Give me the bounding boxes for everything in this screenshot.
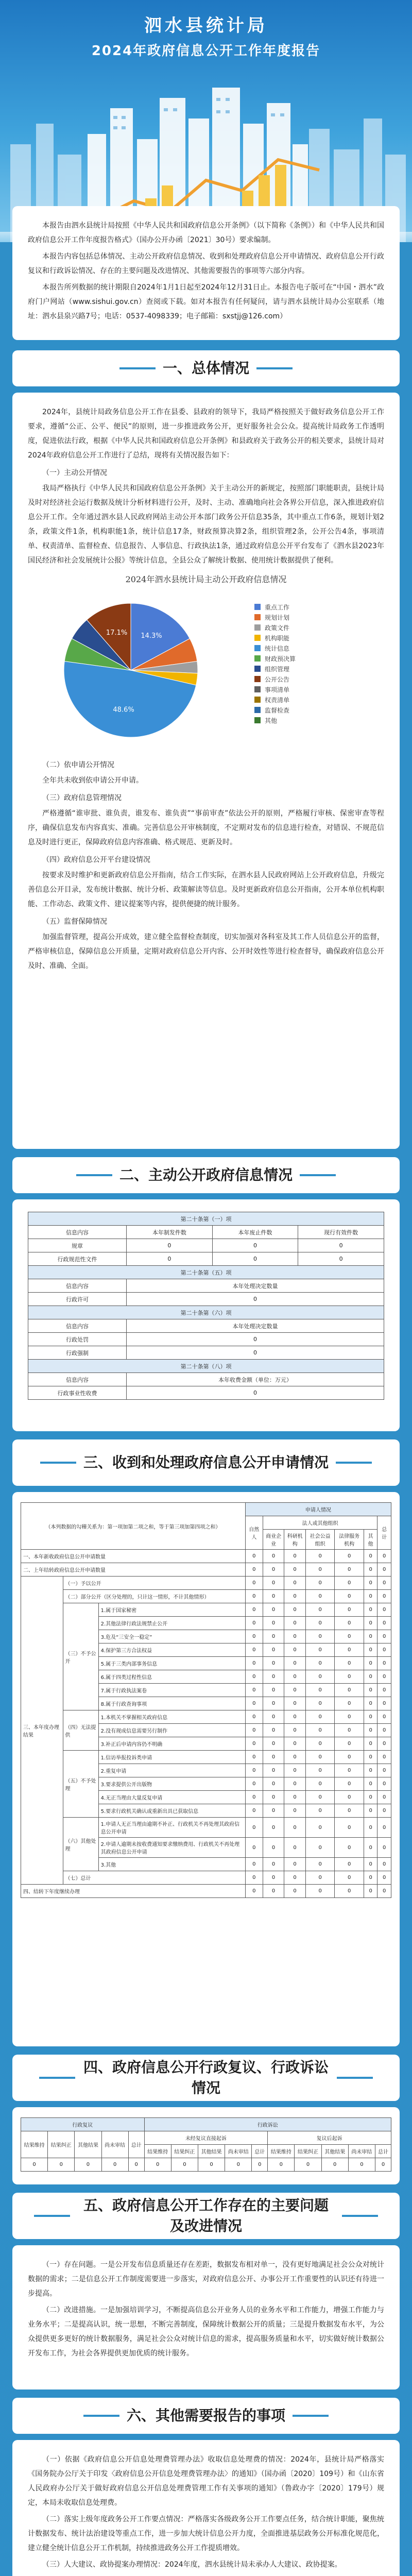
other-paragraph: （一）依据《政府信息公开信息处理费管理办法》收取信息处理费的情况：2024年，县统计局严格落实《国务院办公厅关于印发〈政府信息公开信息处理费管理办法〉的通知》（国办函〔2020〕109号）和《山东省人民政府办公厅关于做好政府信息公开信息处理费管理工作有关事项的通知》（鲁政办字〔2020〕179号）规定，本局未收取信息处理费。 <box>28 2455 384 2507</box>
legend-item <box>254 717 277 724</box>
legend-item <box>254 603 289 611</box>
table-row: （二）部分公开（区分处理的，只计这一情形，不计其他情形） 0 0 0 0 0 0 0 <box>21 1590 391 1603</box>
report-title: 2024年政府信息公开工作年度报告 <box>91 43 321 59</box>
overview-panel <box>12 393 400 1149</box>
table-row: 4.保护第三方合法权益 0 0 0 0 0 0 0 <box>21 1643 391 1657</box>
overview-paragraph: 加强监督管理，提高公开成效，建立健全监督检查制度，切实加强对各科室及其工作人员信息公开的监督，严格审核信息，保障信息公开质量，定期对政府信息公开内容、公开时效性等进行检查督导，确保政府信息公开及时、准确、全面。 <box>28 933 384 970</box>
svg-text:公开公告: 公开公告 <box>265 676 290 683</box>
table-row: 行政规范性文件 0 0 0 <box>28 1252 384 1266</box>
table-row: （七）总计 0 0 0 0 0 0 0 <box>21 1871 391 1885</box>
overview-paragraph: 按要求及时维护和更新政府信息公开指南，结合工作实际，在泗水县人民政府网站上公开政府信息，升级完善信息公开目录，发布统计数据、统计分析、政策解读等信息。及时更新政府信息公开指南，公开本单位机构职能、工作动态、政策文件、建议提案等内容，提供便捷的统计服务。 <box>28 871 384 908</box>
svg-text:重点工作: 重点工作 <box>265 604 290 611</box>
table-row: 行政处罚 0 <box>28 1333 384 1346</box>
table-row: 3.其他 0 0 0 0 0 0 0 <box>21 1858 391 1871</box>
svg-text:统计信息: 统计信息 <box>265 645 290 652</box>
table-row: 4.无正当理由大量反复申请 0 0 0 0 0 0 0 <box>21 1791 391 1804</box>
corner-note: （本列数据的勾稽关系为：第一项加第二项之和，等于第三项加第四项之和） <box>21 1503 246 1550</box>
table-row: 2.其他法律行政法规禁止公开 0 0 0 0 0 0 0 <box>21 1617 391 1630</box>
agency-title: 泗水县统计局 <box>144 15 268 36</box>
intro-paragraph: 本报告所列数据的统计期限自2024年1月1日起至2024年12月31日止。本报告电子版可在“中国・泗水”政府门户网站（www.sishui.gov.cn）查阅或下载。如对本报告有任何疑问，请与泗水县统计局办公室联系（地址：泗水县泉兴路7号；电话：0537-4098339；电子邮箱：sxstjj@126.com） <box>28 283 384 320</box>
legend-item <box>254 614 289 621</box>
svg-text:监督检查: 监督检查 <box>265 707 290 714</box>
applications-table: （本列数据的勾稽关系为：第一项加第二项之和，等于第三项加第四项之和） 申请人情况 自然人 法人或其他组织 总计 商业企业 科研机构 社会公益组织 法律服务机构 其他 一、本年新收政府信息公开申请数量 0 0 0 0 0 0 0 二、上年结转政府信息公开申请数量 0 0 0 0 0 0 0 三、本年度办理结果 （一）予以公开 0 0 0 0 0 0 0 （二）部分公开（区分处理的，只计这一情形，不计其他情形） 0 0 0 0 0 0 0 （三）不予公开 1.属于国家秘密 0 0 0 0 0 0 0 2.其他法律行政法规禁止公开 0 0 0 0 0 0 0 3.危及“三安全一稳定” 0 0 0 0 0 0 0 4.保护第三方合法权益 0 0 0 0 0 0 0 5.属于三类内部事务信息 0 0 0 0 0 0 0 6.属于四类过程性信息 0 0 0 0 0 0 0 7.属于行政执法案卷 0 0 0 0 0 0 0 8.属于行政查询事项 0 0 0 0 0 0 0 （四）无法提供 1.本机关不掌握相关政府信息 0 0 0 0 0 0 0 2.没有现成信息需要另行制作 0 0 0 0 0 0 0 3.补正后申请内容仍不明确 0 0 0 0 0 0 0 （五）不予处理 1.信访举报投诉类申请 0 0 0 0 0 0 0 2.重复申请 0 0 0 0 0 0 0 3.要求提供公开出版物 0 0 0 0 0 0 0 4.无正当理由大量反复申请 0 0 0 0 0 0 0 5.要求行政机关确认或重新出具已获取信息 0 0 0 0 0 0 0 （六）其他处理 1.申请人无正当理由逾期不补正、行政机关不再处理其政府信息公开申请 0 0 0 0 0 0 0 2.申请人逾期未按收费通知要求缴纳费用、行政机关不再处理其政府信息公开申请 0 0 0 0 0 0 0 3.其他 0 0 0 0 0 0 0 （七）总计 0 0 0 0 0 0 0 四、结转下年度继续办理 0 0 0 0 0 0 0 <box>21 1502 391 1898</box>
table-row: 2.没有现成信息需要另行制作 0 0 0 0 0 0 0 <box>21 1724 391 1737</box>
legend-item <box>254 686 289 693</box>
pie-chart <box>28 588 384 753</box>
svg-text:政策文件: 政策文件 <box>265 624 290 632</box>
intro-paragraph: 本报告内容包括总体情况、主动公开政府信息情况、收到和处理政府信息公开申请情况、政府信息公开行政复议和行政诉讼情况、存在的主要问题及改进情况、其他需要报告的事项等六部分内容。 <box>28 252 384 275</box>
subheading: （一）主动公开情况 <box>42 469 107 477</box>
pie-slice-label: 48.6% <box>113 706 134 714</box>
table-row: 行政强制 0 <box>28 1346 384 1360</box>
legend-item <box>254 645 290 652</box>
subheading: （四）政府信息公开平台建设情况 <box>42 856 150 864</box>
legend-item <box>254 675 289 683</box>
pie-slice-label: 14.3% <box>141 632 162 640</box>
table-section-title: 第二十条第（八）项 <box>28 1360 384 1373</box>
table-row: 3.危及“三安全一稳定” 0 0 0 0 0 0 0 <box>21 1630 391 1643</box>
overview-paragraph: 我局严格执行《中华人民共和国政府信息公开条例》关于主动公开的新规定，按照部门职能职责，县统计局及时对经济社会运行数据及统计分析材料进行公开，及时、主动、准确地向社会各界公开信息，深入推进政府信息公开工作。全年通过泗水县人民政府网站主动公开本部门政务公开信息35条，其中重点工作6条，规划计划2条，政策文件1条，机构职能1条，统计信息17条，财政预算决算2条，组织管理2条，公开公告4条，事项清单、权责清单、监督检查、信息报告、人事信息、行政执法1条，通过政府信息公开平台发布了《泗水县2023年国民经济和社会发展统计公报》等统计信息，全县公众了解统计数据、使用统计数据提供了便利。 <box>28 484 384 565</box>
svg-text:机构职能: 机构职能 <box>265 635 290 642</box>
svg-text:事项清单: 事项清单 <box>265 686 290 693</box>
svg-text:财政预决算: 财政预决算 <box>265 655 296 663</box>
svg-text:规划计划: 规划计划 <box>265 614 290 621</box>
section-title-applications: 三、收到和处理政府信息公开申请情况 <box>12 1439 400 1486</box>
table-row: 2.申请人逾期未按收费通知要求缴纳费用、行政机关不再处理其政府信息公开申请 0 0 0 0 0 0 0 <box>21 1838 391 1858</box>
subheading: （三）政府信息管理情况 <box>42 794 122 802</box>
applications-panel <box>12 1492 400 2046</box>
section-title-other: 六、其他需要报告的事项 <box>12 2398 400 2434</box>
table-section-title: 第二十条第（五）项 <box>28 1266 384 1279</box>
overview-intro: 2024年，县统计局政务信息公开工作在县委、县政府的领导下，我局严格按照关于做好政务信息公开工作要求，遵循“公正、公平、便民”的原则，进一步推进政务公开，更好服务社会公众。提高统计局政务工作透明度，促进依法行政，根据《中华人民共和国政府信息公开条例》和县政府关于政务公开的相关要求，县统计局对2024年政府信息公开工作进行了总结，现将有关情况报告如下： <box>28 408 384 460</box>
table-row: 3.补正后申请内容仍不明确 0 0 0 0 0 0 0 <box>21 1737 391 1751</box>
problems-paragraph: （二）改进措施。一是加强培训学习，不断提高信息公开业务人员的业务水平和工作能力，增强工作能力与业务水平；二是提高认识，统一思想，不断完善制度，保障统计数据公开的质量；三是提升数据发布水平，为公众提供更多更好的统计数据服务，满足社会公众对统计信息的需求，提高服务质量和水平，切实做好统计数据公开发布工作，为社会各界提供更加优质的统计服务。 <box>28 2306 384 2358</box>
table-row: 8.属于行政查询事项 0 0 0 0 0 0 0 <box>21 1697 391 1710</box>
other-paragraph: （二）落实上级年度政务公开工作要点情况：严格落实各级政务公开工作要点任务，结合统计职能，聚焦统计数据发布、统计法治建设等重点工作，进一步加大统计信息公开力度，全面推进基层政务公开标准化规范化，建立健全统计信息公开工作机制，持续推进政务公开工作提质增效。 <box>28 2515 384 2552</box>
section-title-problems: 五、政府信息公开工作存在的主要问题及改进情况 <box>12 2193 400 2239</box>
table-row: 三、本年度办理结果 （一）予以公开 0 0 0 0 0 0 0 <box>21 1577 391 1590</box>
problems-panel <box>12 2245 400 2389</box>
pie-slice-label: 17.1% <box>106 629 128 637</box>
subheading: （二）依申请公开情况 <box>42 761 114 769</box>
review-panel <box>12 2107 400 2184</box>
legend-item <box>254 655 296 663</box>
table-row: 规章 0 0 0 <box>28 1239 384 1252</box>
proactive-disclosure-table: 第二十条第（一）项 信息内容 本年制发件数 本年废止件数 现行有效件数 规章 0 0 0 行政规范性文件 0 0 0 第二十条第（五）项 信息内容 本年处理决定数量 行政许可 0 第二十条第（六）项 信息内容 本年处理决定数量 行政处罚 0 行政强制 0 第二十条第（八）项 信息内容 本年收费金额（单位：万元） 行政事业性收费 0 <box>28 1212 384 1400</box>
legend-item <box>254 666 289 673</box>
table-section-title: 第二十条第（一）项 <box>28 1212 384 1226</box>
problems-paragraph: （一）存在问题。一是公开发布信息质量还存在差距，数据发布相对单一，没有更好地满足社会公众对统计数据的需求；二是信息公开工作制度需要进一步落实，对政府信息公开、办事公开工作重要性的认识还有待进一步提高。 <box>28 2261 384 2298</box>
other-paragraph: （三）人大建议、政协提案办理情况：2024年度，泗水县统计局未承办人大建议、政协提案。 <box>42 2561 342 2569</box>
legend-item <box>254 624 289 632</box>
section-title-review: 四、政府信息公开行政复议、行政诉讼情况 <box>12 2055 400 2101</box>
table-row: 5.要求行政机关确认或重新出具已获取信息 0 0 0 0 0 0 0 <box>21 1804 391 1818</box>
table-row: （三）不予公开 1.属于国家秘密 0 0 0 0 0 0 0 <box>21 1603 391 1617</box>
table-row: （四）无法提供 1.本机关不掌握相关政府信息 0 0 0 0 0 0 0 <box>21 1710 391 1724</box>
table-row: 行政许可 0 <box>28 1293 384 1306</box>
table-row: 行政事业性收费 0 <box>28 1386 384 1400</box>
other-panel <box>12 2440 400 2576</box>
subheading: （五）监督保障情况 <box>42 918 107 926</box>
svg-text:组织管理: 组织管理 <box>265 666 290 673</box>
table-row: 二、上年结转政府信息公开申请数量 0 0 0 0 0 0 0 <box>21 1563 391 1577</box>
overview-paragraph: 全年共未收到依申请公开申请。 <box>42 776 143 785</box>
table-row: 0 0 0 0 0 0 0 0 0 0 0 0 0 0 0 <box>21 2158 391 2172</box>
legend-item <box>254 634 289 642</box>
svg-text:权责清单: 权责清单 <box>265 697 290 704</box>
table-section-title: 第二十条第（六）项 <box>28 1306 384 1319</box>
table-row: 四、结转下年度继续办理 0 0 0 0 0 0 0 <box>21 1885 391 1898</box>
section-title-overview: 一、总体情况 <box>12 350 400 386</box>
other-paragraph <box>28 2574 384 2576</box>
table-row: 7.属于行政执法案卷 0 0 0 0 0 0 0 <box>21 1684 391 1697</box>
table-row: 5.属于三类内部事务信息 0 0 0 0 0 0 0 <box>21 1657 391 1670</box>
intro-paragraph: 本报告由泗水县统计局按照《中华人民共和国政府信息公开条例》（以下简称《条例》）和《中华人民共和国政府信息公开工作年度报告格式》（国办公开办函〔2021〕30号）要求编制。 <box>28 222 384 244</box>
review-litigation-table: 行政复议 行政诉讼 结果维持 结果纠正 其他结果 尚未审结 总计 未经复议直接起诉 复议后起诉 结果维持 结果纠正 其他结果 尚未审结 总计 结果维持 结果纠正 其他结果 尚未审结 总计 0 0 0 0 0 0 0 0 0 0 0 0 0 0 0 <box>21 2117 391 2172</box>
section-title-proactive: 二、主动公开政府信息情况 <box>12 1157 400 1193</box>
svg-text:其他: 其他 <box>265 717 278 724</box>
legend-item <box>254 706 289 714</box>
table-row: 3.要求提供公开出版物 0 0 0 0 0 0 0 <box>21 1777 391 1791</box>
table-row: 2.重复申请 0 0 0 0 0 0 0 <box>21 1764 391 1777</box>
intro-panel <box>12 206 400 340</box>
table-row: （六）其他处理 1.申请人无正当理由逾期不补正、行政机关不再处理其政府信息公开申请 0 0 0 0 0 0 0 <box>21 1818 391 1838</box>
chart-title: 2024年泗水县统计局主动公开政府信息情况 <box>125 574 287 584</box>
table-row: 一、本年新收政府信息公开申请数量 0 0 0 0 0 0 0 <box>21 1550 391 1563</box>
proactive-tables-panel <box>12 1199 400 1431</box>
table-row: （五）不予处理 1.信访举报投诉类申请 0 0 0 0 0 0 0 <box>21 1751 391 1764</box>
legend-item <box>254 696 289 704</box>
overview-paragraph: 严格遵循“谁审批、谁负责，谁发布、谁负责”“事前审查”依法公开的原则，严格履行审核、保密审查等程序，确保信息发布内容真实、准确。完善信息公开审核制度，不定期对发布的信息进行检查，对错误、不规范信息及时进行更正，保障政府信息内容准确、格式规范、更新及时。 <box>28 809 384 846</box>
table-row: 6.属于四类过程性信息 0 0 0 0 0 0 0 <box>21 1670 391 1684</box>
